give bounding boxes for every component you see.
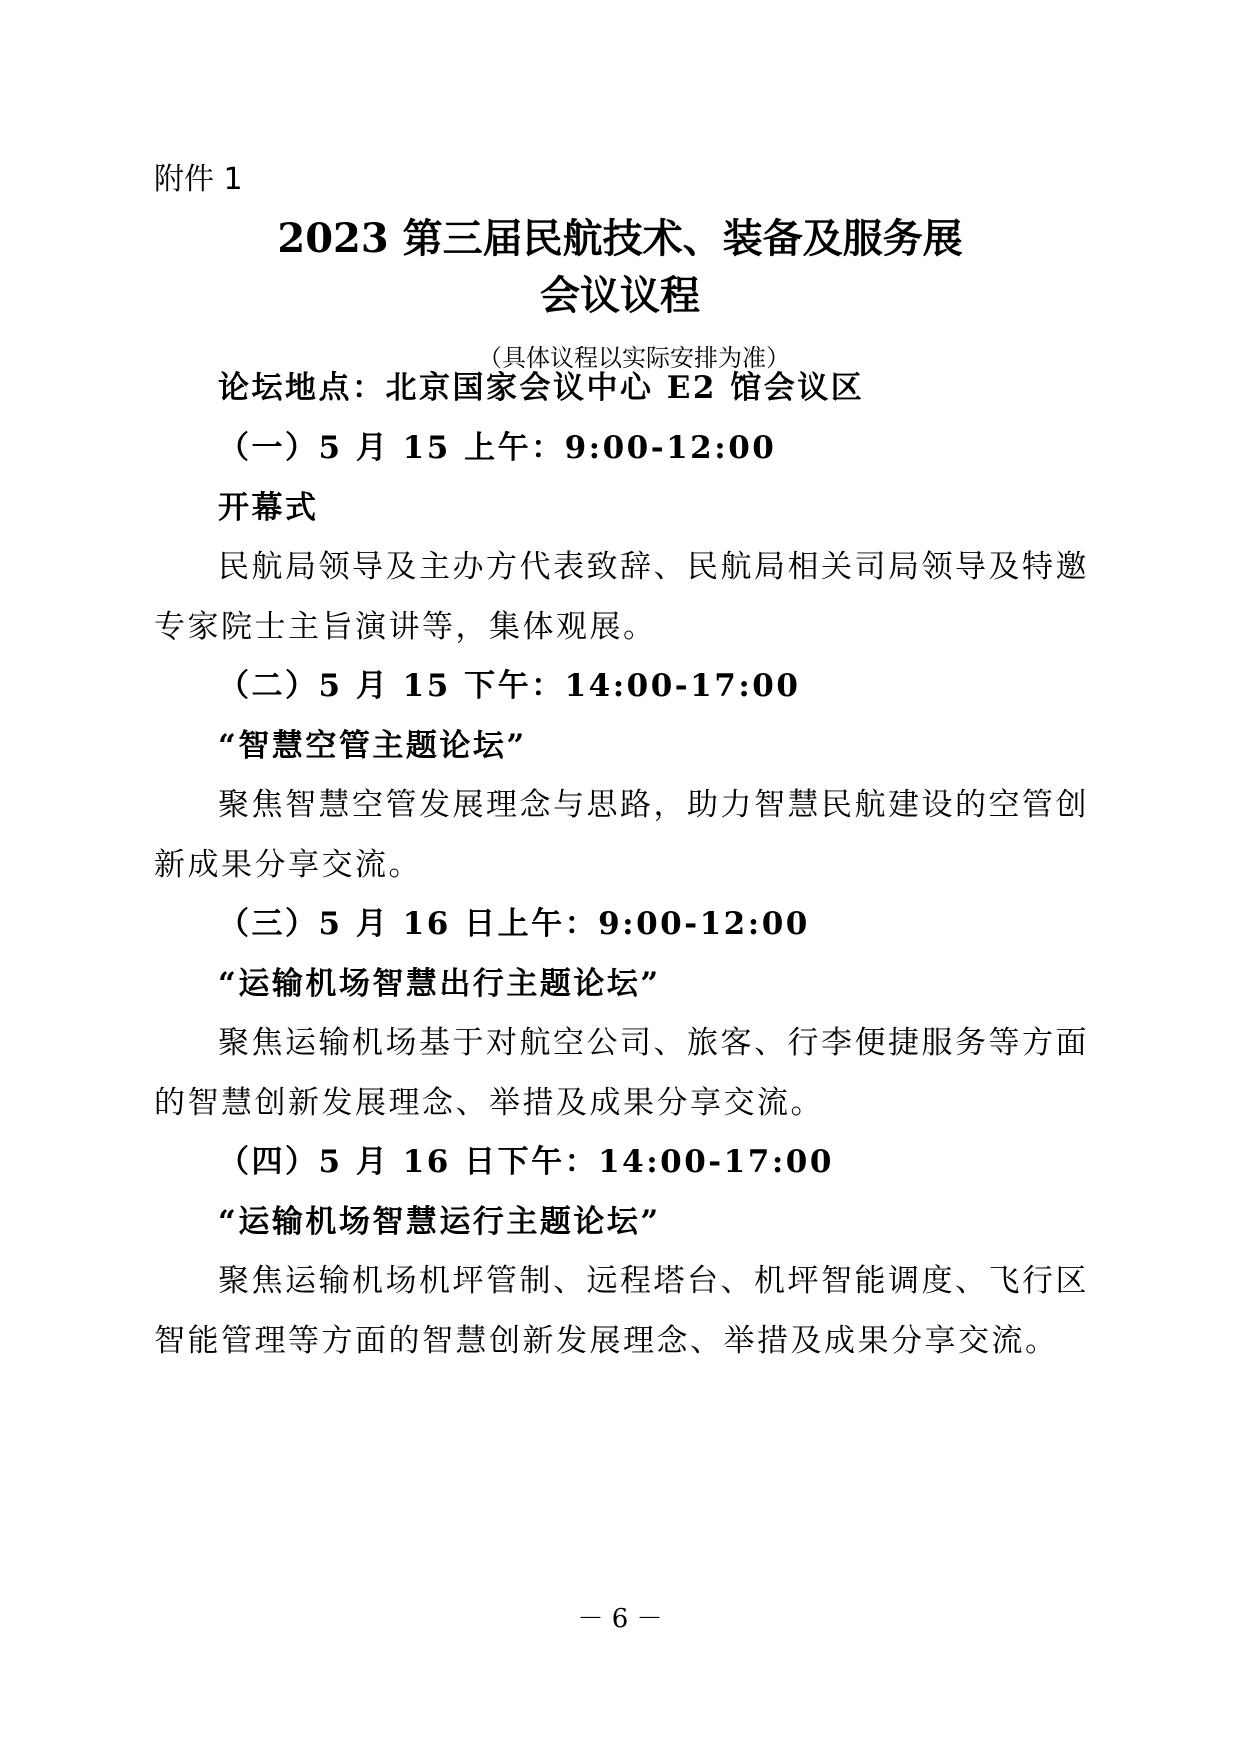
document-title-line2: 会议议程 [540, 272, 700, 319]
session-4-desc-line2: 智能管理等方面的智慧创新发展理念、举措及成果分享交流。 [154, 1323, 1059, 1359]
agenda-note: （具体议程以实际安排为准） [478, 344, 790, 372]
session-3-desc-line2: 的智慧创新发展理念、举措及成果分享交流。 [154, 1085, 824, 1121]
session-3-time: （三）5 月 16 日上午：9:00-12:00 [218, 906, 810, 942]
session-2-name: “智慧空管主题论坛” [218, 728, 527, 764]
session-1-desc-line2: 专家院士主旨演讲等，集体观展。 [154, 609, 657, 645]
session-1-name: 开幕式 [218, 490, 319, 526]
session-3-desc-line1: 聚焦运输机场基于对航空公司、旅客、行李便捷服务等方面 [218, 1025, 1089, 1061]
document-title-line1: 2023 第三届民航技术、装备及服务展 [277, 215, 963, 262]
session-4-desc-line1: 聚焦运输机场机坪管制、远程塔台、机坪智能调度、飞行区 [218, 1263, 1089, 1299]
forum-venue: 论坛地点：北京国家会议中心 E2 馆会议区 [218, 370, 865, 406]
session-4-name: “运输机场智慧运行主题论坛” [218, 1204, 661, 1240]
page-number: － 6 － [577, 1604, 663, 1634]
session-2-time: （二）5 月 15 下午：14:00-17:00 [218, 668, 801, 704]
session-4-time: （四）5 月 16 日下午：14:00-17:00 [218, 1144, 834, 1180]
session-2-desc-line1: 聚焦智慧空管发展理念与思路，助力智慧民航建设的空管创 [218, 787, 1089, 823]
session-1-desc-line1: 民航局领导及主办方代表致辞、民航局相关司局领导及特邀 [218, 549, 1089, 585]
session-3-name: “运输机场智慧出行主题论坛” [218, 966, 661, 1002]
attachment-label: 附件 1 [154, 162, 243, 197]
session-2-desc-line2: 新成果分享交流。 [154, 847, 422, 883]
session-1-time: （一）5 月 15 上午：9:00-12:00 [218, 430, 777, 466]
